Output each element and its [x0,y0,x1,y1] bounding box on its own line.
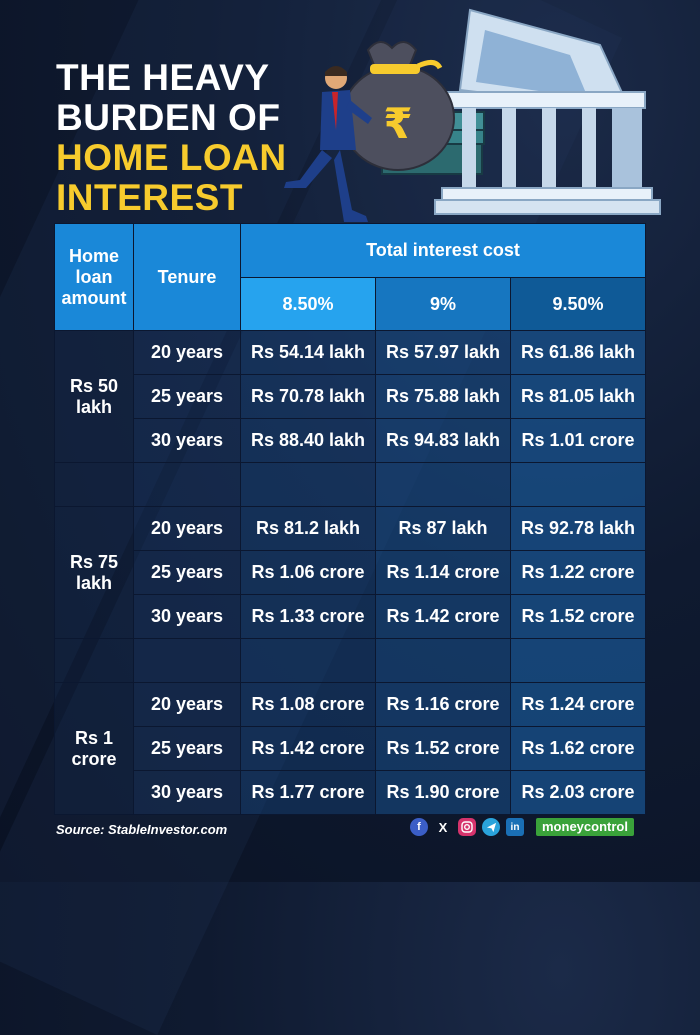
money-bag-icon [342,42,454,170]
title-line-4: INTEREST [56,177,243,218]
value-cell: Rs 88.40 lakh [241,419,376,463]
tenure-cell: 20 years [134,683,241,727]
telegram-icon[interactable] [482,818,500,836]
brand-logo[interactable]: moneycontrol [536,818,634,836]
infographic-title [56,58,287,218]
header-loan-amount: Home loan amount [55,224,134,331]
value-cell: Rs 2.03 crore [511,771,646,815]
value-cell: Rs 1.62 crore [511,727,646,771]
value-cell: Rs 1.01 crore [511,419,646,463]
title-line-1: THE HEAVY [56,57,270,98]
value-cell: Rs 1.52 crore [511,595,646,639]
value-cell: Rs 57.97 lakh [376,331,511,375]
spacer-row [55,639,646,683]
value-cell: Rs 1.24 crore [511,683,646,727]
value-cell: Rs 1.77 crore [241,771,376,815]
value-cell: Rs 1.42 crore [241,727,376,771]
tenure-cell: 25 years [134,375,241,419]
header-illustration [270,0,700,240]
social-links [410,818,634,836]
loan-amount-cell: Rs 50 lakh [55,331,134,463]
interest-cost-table [54,223,646,815]
x-icon[interactable]: X [438,819,448,835]
value-cell: Rs 81.2 lakh [241,507,376,551]
source-note: Source: StableInvestor.com [56,822,228,837]
value-cell: Rs 1.90 crore [376,771,511,815]
tenure-cell: 25 years [134,551,241,595]
value-cell: Rs 1.22 crore [511,551,646,595]
value-cell: Rs 94.83 lakh [376,419,511,463]
linkedin-icon[interactable]: in [506,818,524,836]
header-rate-2: 9% [376,278,511,331]
header-total-interest-cost: Total interest cost [241,224,646,278]
value-cell: Rs 1.33 crore [241,595,376,639]
tenure-cell: 30 years [134,595,241,639]
facebook-icon[interactable]: f [410,818,428,836]
value-cell: Rs 87 lakh [376,507,511,551]
title-line-3: HOME LOAN [56,137,287,178]
value-cell: Rs 75.88 lakh [376,375,511,419]
value-cell: Rs 61.86 lakh [511,331,646,375]
tenure-cell: 20 years [134,507,241,551]
value-cell: Rs 1.42 crore [376,595,511,639]
tenure-cell: 20 years [134,331,241,375]
loan-amount-cell: Rs 75 lakh [55,507,134,639]
value-cell: Rs 92.78 lakh [511,507,646,551]
value-cell: Rs 1.06 crore [241,551,376,595]
value-cell: Rs 1.14 crore [376,551,511,595]
tenure-cell: 30 years [134,771,241,815]
value-cell: Rs 54.14 lakh [241,331,376,375]
header-rate-3: 9.50% [511,278,646,331]
value-cell: Rs 1.16 crore [376,683,511,727]
value-cell: Rs 1.08 crore [241,683,376,727]
svg-text:₹: ₹ [383,99,413,148]
header-rate-1: 8.50% [241,278,376,331]
value-cell: Rs 70.78 lakh [241,375,376,419]
title-line-2: BURDEN OF [56,97,281,138]
value-cell: Rs 81.05 lakh [511,375,646,419]
bank-building-icon [435,10,660,214]
value-cell: Rs 1.52 crore [376,727,511,771]
tenure-cell: 30 years [134,419,241,463]
spacer-row [55,463,646,507]
header-tenure: Tenure [134,224,241,331]
tenure-cell: 25 years [134,727,241,771]
instagram-icon[interactable] [458,818,476,836]
loan-amount-cell: Rs 1 crore [55,683,134,815]
